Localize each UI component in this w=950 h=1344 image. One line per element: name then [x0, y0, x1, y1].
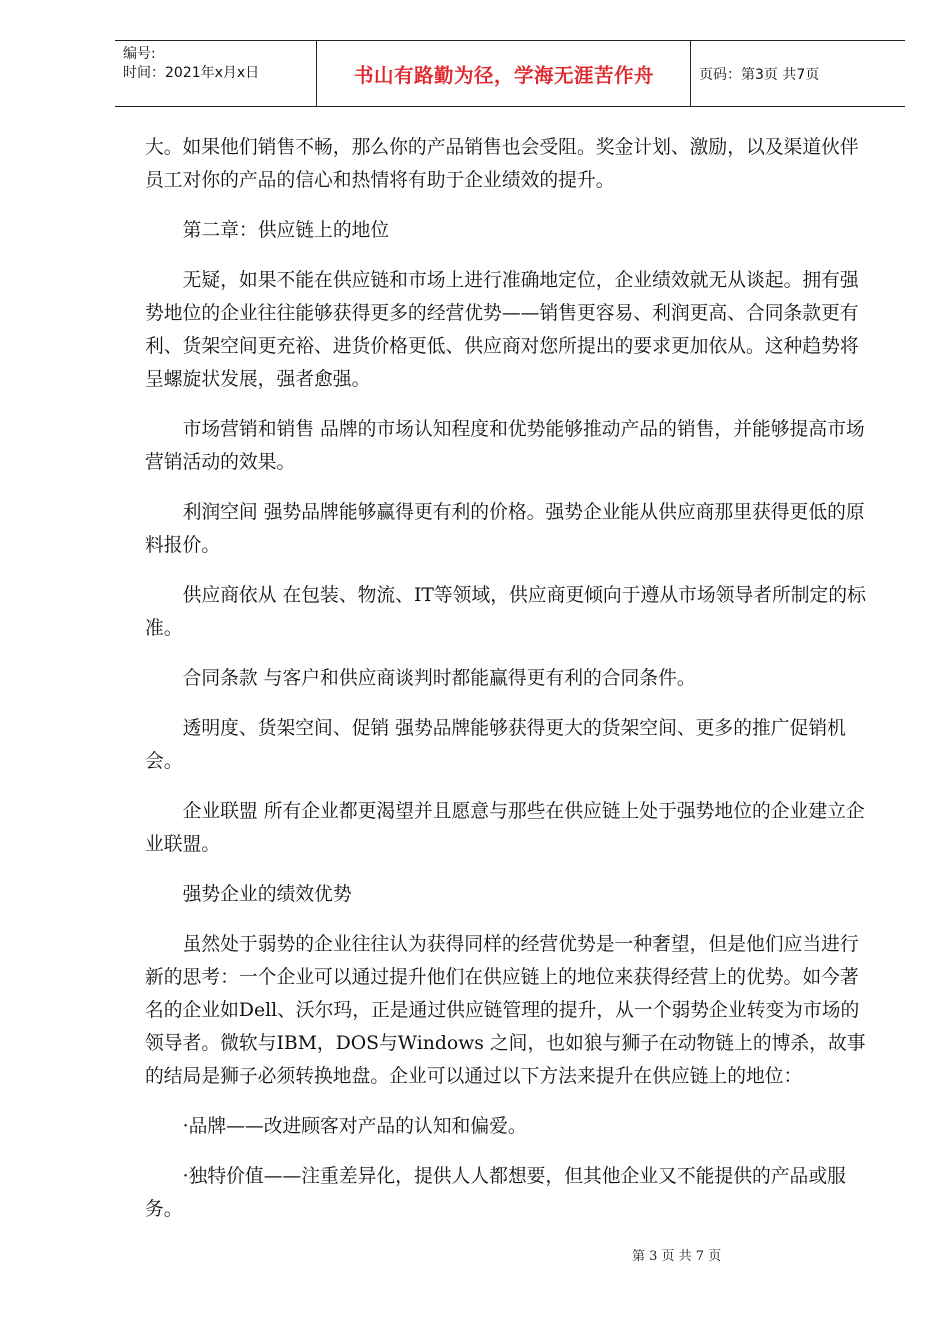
- serial-label: 编号:: [123, 46, 156, 62]
- paragraph: 利润空间 强势品牌能够赢得更有利的价格。强势企业能从供应商那里获得更低的原料报价。: [145, 502, 865, 556]
- paragraph: 强势企业的绩效优势: [182, 884, 352, 905]
- paragraph: 市场营销和销售 品牌的市场认知程度和优势能够推动产品的销售，并能够提高市场营销活动的效果。: [145, 419, 865, 473]
- time-label: 时间：2021年x月x日: [123, 65, 260, 81]
- header-divider-right: [690, 41, 691, 106]
- document-body: [145, 131, 875, 1243]
- paragraph: 供应商依从 在包装、物流、IT等领域，供应商更倾向于遵从市场领导者所制定的标准。: [145, 585, 866, 639]
- header-motto: 书山有路勤为径，学海无涯苦作舟: [353, 63, 654, 87]
- paragraph: 透明度、货架空间、促销 强势品牌能够获得更大的货架空间、更多的推广促销机会。: [145, 718, 846, 772]
- paragraph: ·品牌——改进顾客对产品的认知和偏爱。: [182, 1116, 527, 1137]
- paragraph: 大。如果他们销售不畅，那么你的产品销售也会受阻。奖金计划、激励，以及渠道伙伴员工对你的产品的信心和热情将有助于企业绩效的提升。: [145, 137, 859, 191]
- header-meta: [123, 45, 259, 83]
- paragraph: 第二章：供应链上的地位: [182, 220, 390, 241]
- paragraph: 合同条款 与客户和供应商谈判时都能赢得更有利的合同条件。: [182, 668, 696, 689]
- paragraph: ·独特价值——注重差异化，提供人人都想要，但其他企业又不能提供的产品或服务。: [145, 1166, 846, 1220]
- paragraph: 虽然处于弱势的企业往往认为获得同样的经营优势是一种奢望，但是他们应当进行新的思考：一个企业可以通过提升他们在供应链上的地位来获得经营上的优势。如今著名的企业如Dell、沃尔玛，正是通过供应链管理的提升，从一个弱势企业转变为市场的领导者。微软与IBM，DOS与Windows 之间，也如狼与狮子在动物链上的博杀，故事的结局是狮子必须转换地盘。企业可以通过以下方法来提升在供应链上的地位：: [145, 934, 866, 1087]
- footer-page-number: 第 3 页 共 7 页: [632, 1249, 722, 1264]
- paragraph: 企业联盟 所有企业都更渴望并且愿意与那些在供应链上处于强势地位的企业建立企业联盟。: [145, 801, 865, 855]
- paragraph: 无疑，如果不能在供应链和市场上进行准确地定位，企业绩效就无从谈起。拥有强势地位的企业往往能够获得更多的经营优势——销售更容易、利润更高、合同条款更有利、货架空间更充裕、进货价格更低、供应商对您所提出的要求更加依从。这种趋势将呈螺旋状发展，强者愈强。: [145, 270, 859, 390]
- page-header: [115, 40, 905, 107]
- header-page-info: 页码：第3页 共7页: [699, 66, 820, 83]
